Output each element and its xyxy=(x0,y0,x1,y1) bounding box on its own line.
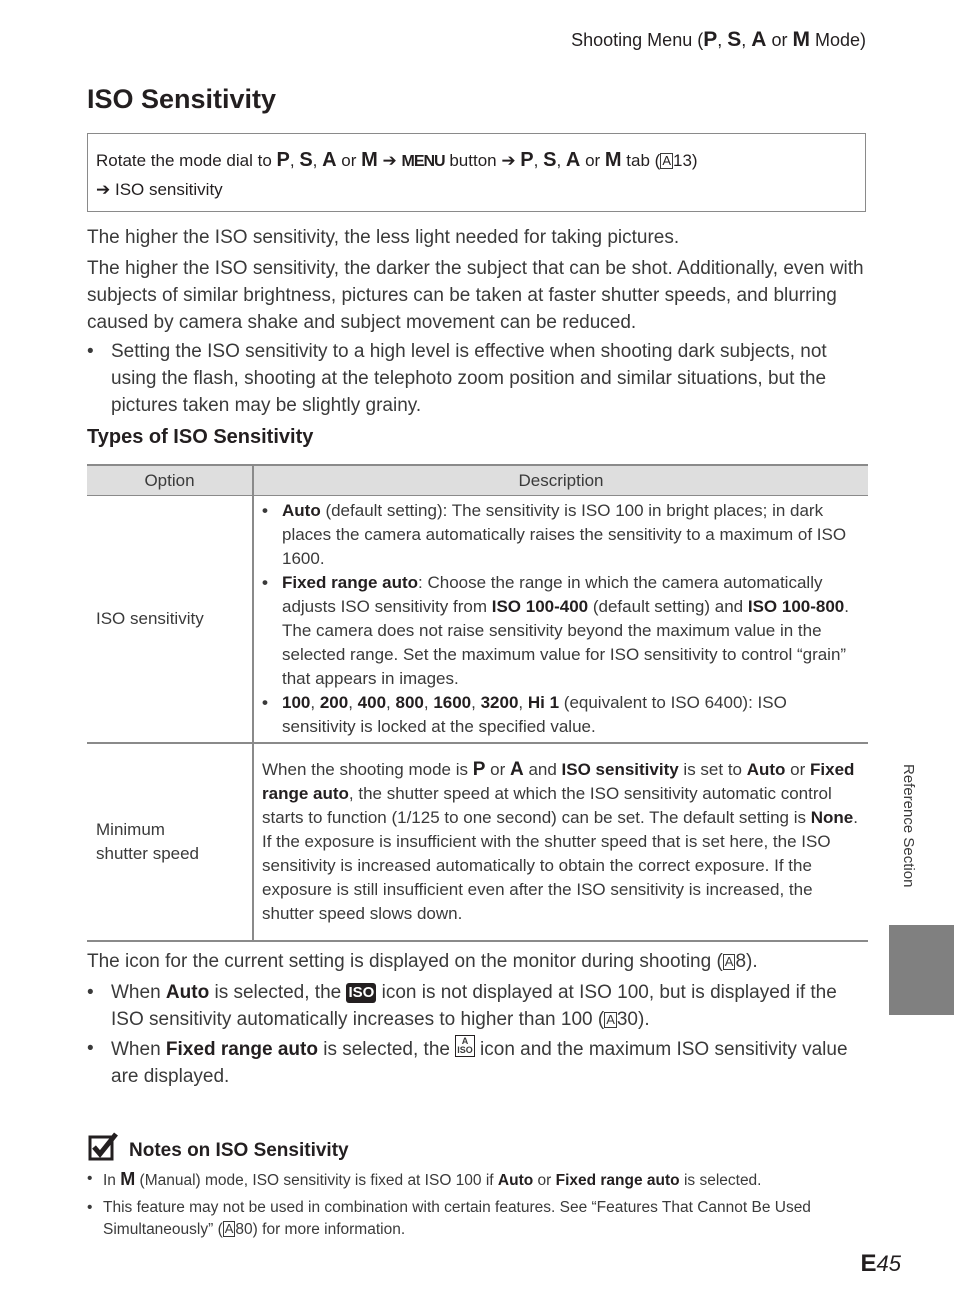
book-ref-icon: A xyxy=(224,1221,234,1236)
menu-button-icon: MENU xyxy=(401,153,445,170)
icon-paragraph: The icon for the current setting is displayed on the monitor during shooting ( A 8). xyxy=(87,951,758,972)
book-ref-icon: A xyxy=(606,1012,615,1027)
list-item: • When Fixed range auto is selected, the A ISO icon and the maximum ISO sensitivity value are displayed. xyxy=(87,1036,848,1087)
table-row xyxy=(87,743,868,941)
intro-bullet: • Setting the ISO sensitivity to a high level is effective when shooting dark subjects, not using the flash, shooting at the telephoto zoom position and similar situations, but the pictures taken may be slightly grainy. xyxy=(87,341,827,416)
page-number: E45 xyxy=(860,1250,901,1277)
notes-list xyxy=(87,1168,867,1241)
section-side-label: Reference Section xyxy=(900,764,917,888)
option-cell: ISO sensitivity xyxy=(87,496,253,744)
page-title: ISO Sensitivity xyxy=(87,84,277,114)
description-cell: When the shooting mode is P or A and ISO sensitivity is set to Auto or Fixed range auto, the shutter speed at which the ISO sensitivity automatic control starts to function (1/125 to one second) can be set. The default setting is None. If the exposure is insufficient with the shutter speed that is set here, the ISO sensitivity is increased automatically to obtain the correct exposure. If the exposure is still insufficient even after the ISO sensitivity is increased, the shutter speed slows down. xyxy=(253,743,868,941)
book-ref-icon: A xyxy=(724,954,734,969)
reference-e-icon: E xyxy=(860,1250,877,1277)
options-table xyxy=(87,464,868,942)
list-item: • Auto (default setting): The sensitivity is ISO 100 in bright places; in dark places the camera automatically raises the sensitivity to a maximum of ISO 1600. xyxy=(262,501,847,568)
list-item: • This feature may not be used in combination with certain features. See “Features That Cannot Be Used Simultaneously” ( A 80) for more information. xyxy=(87,1199,811,1238)
iso-icon: ISO xyxy=(348,984,375,1001)
intro-paragraph-2: The higher the ISO sensitivity, the darker the subject that can be shot. Additionally, even with subjects of similar brightness, pictures can be taken at faster shutter speeds, and blurring caused by camera shake and subject movement can be reduced. xyxy=(87,258,864,333)
intro-paragraph-1: The higher the ISO sensitivity, the less light needed for taking pictures. xyxy=(87,227,680,248)
navigation-path-line1: Rotate the mode dial to P, S, A or M ➔ MENU button ➔ P, S, A or M tab ( A 13) xyxy=(96,149,698,171)
intro-text xyxy=(87,224,867,419)
column-header-description: Description xyxy=(253,465,868,496)
running-header: Shooting Menu (P, S, A or M Mode) xyxy=(571,28,866,51)
section-thumb-tab xyxy=(889,925,954,1015)
table-row xyxy=(87,496,868,744)
notes-heading: Notes on ISO Sensitivity xyxy=(87,1132,349,1162)
book-ref-icon: A xyxy=(662,153,671,168)
column-header-option: Option xyxy=(87,465,253,496)
list-item: • In M (Manual) mode, ISO sensitivity is fixed at ISO 100 if Auto or Fixed range auto is selected. xyxy=(87,1169,762,1189)
iso-auto-icon: A ISO xyxy=(457,1036,473,1055)
navigation-path-box xyxy=(87,133,866,212)
table-header-row xyxy=(87,465,868,496)
list-item: • Fixed range auto: Choose the range in which the camera automatically adjusts ISO sensitivity from ISO 100-400 (default setting) and ISO 100-800. The camera does not raise sensitivity beyond the maximum value in the selected range. Set the maximum value for ISO sensitivity to control “grain” that appears in images. xyxy=(262,573,849,688)
description-cell xyxy=(253,496,868,744)
navigation-path-line2: ➔ ISO sensitivity xyxy=(96,180,223,199)
check-mark-icon xyxy=(87,1132,119,1162)
list-item: • 100, 200, 400, 800, 1600, 3200, Hi 1 (equivalent to ISO 6400): ISO sensitivity is locked at the specified value. xyxy=(262,693,787,736)
section-heading: Types of ISO Sensitivity xyxy=(87,426,314,448)
list-item: • When Auto is selected, the ISO icon is not displayed at ISO 100, but is displayed if the ISO sensitivity automatically increases to higher than 100 ( A 30). xyxy=(87,982,837,1030)
after-table-text xyxy=(87,948,867,1090)
option-cell: Minimum shutter speed xyxy=(87,743,253,941)
